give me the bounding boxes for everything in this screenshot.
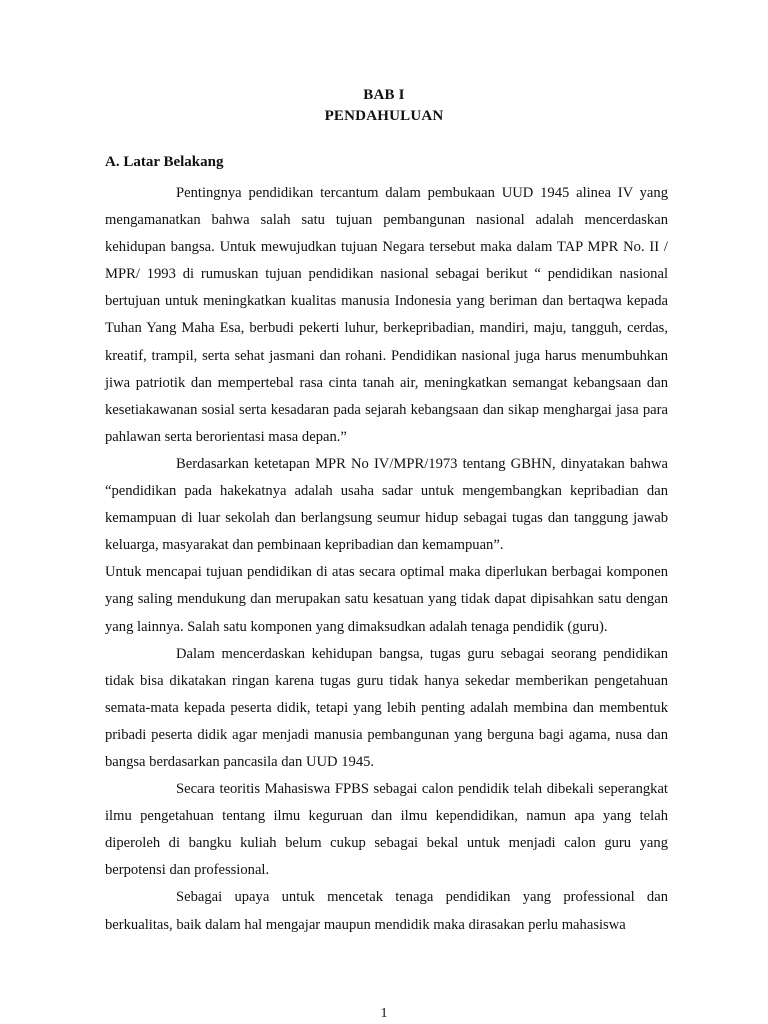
page-number: 1 <box>380 1006 388 1021</box>
chapter-title: BAB I <box>363 87 405 103</box>
paragraph-2: Berdasarkan ketetapan MPR No IV/MPR/1973 tentang GBHN, dinyatakan bahwa “pendidikan pada hakekatnya adalah usaha sadar untuk mengembangkan kepribadian dan kemampuan di luar sekolah dan berlangsung seumur hidup sebagai tugas dan tanggung jawab keluarga, masyarakat dan pembinaan kepribadian dan kemampuan”. <box>105 455 668 554</box>
paragraph-1: Pentingnya pendidikan tercantum dalam pembukaan UUD 1945 alinea IV yang mengamanatkan bahwa salah satu tujuan pembangunan nasional adalah mencerdaskan kehidupan bangsa. Untuk mewujudkan tujuan Negara tersebut maka dalam TAP MPR No. II / MPR/ 1993 di rumuskan tujuan pendidikan nasional sebagai berikut “ pendidikan nasional bertujuan untuk meningkatkan kualitas manusia Indonesia yang beriman dan bertaqwa kepada Tuhan Yang Maha Esa, berbudi pekerti luhur, berkepribadian, mandiri, maju, tangguh, cerdas, kreatif, trampil, serta sehat jasmani dan rohani. Pendidikan nasional juga harus menumbuhkan jiwa patriotik dan mempertebal rasa cinta tanah air, meningkatkan semangat kebangsaan dan kesetiakawanan sosial serta kesadaran pada sejarah kebangsaan dan sikap menghargai jasa para pahlawan serta berorientasi masa depan.” <box>105 185 668 445</box>
section-heading: A. Latar Belakang <box>105 154 224 170</box>
chapter-subtitle: PENDAHULUAN <box>324 108 444 124</box>
paragraph-4: Dalam mencerdaskan kehidupan bangsa, tugas guru sebagai seorang pendidikan tidak bisa dikatakan ringan karena tugas guru tidak hanya sekedar memberikan pengetahuan semata-mata kepada peserta didik, tetapi yang lebih penting adalah membina dan membentuk pribadi peserta didik agar menjadi manusia pembangunan yang berguna bagi agama, nusa dan bangsa berdasarkan pancasila dan UUD 1945. <box>105 645 668 770</box>
paragraph-5: Secara teoritis Mahasiswa FPBS sebagai calon pendidik telah dibekali seperangkat ilmu pengetahuan tentang ilmu keguruan dan ilmu kependidikan, namun apa yang telah diperoleh di bangku kuliah belum cukup sebagai bekal untuk menjadi calon guru yang berpotensi dan professional. <box>105 781 668 879</box>
paragraph-3: Untuk mencapai tujuan pendidikan di atas secara optimal maka diperlukan berbagai komponen yang saling mendukung dan merupakan satu kesatuan yang tidak dapat dipisahkan satu dengan yang lainnya. Salah satu komponen yang dimaksudkan adalah tenaga pendidik (guru). <box>105 564 668 635</box>
body-text <box>105 180 668 939</box>
paragraph-6: Sebagai upaya untuk mencetak tenaga pendidikan yang professional dan berkualitas, baik dalam hal mengajar maupun mendidik maka dirasakan perlu mahasiswa <box>105 889 668 933</box>
